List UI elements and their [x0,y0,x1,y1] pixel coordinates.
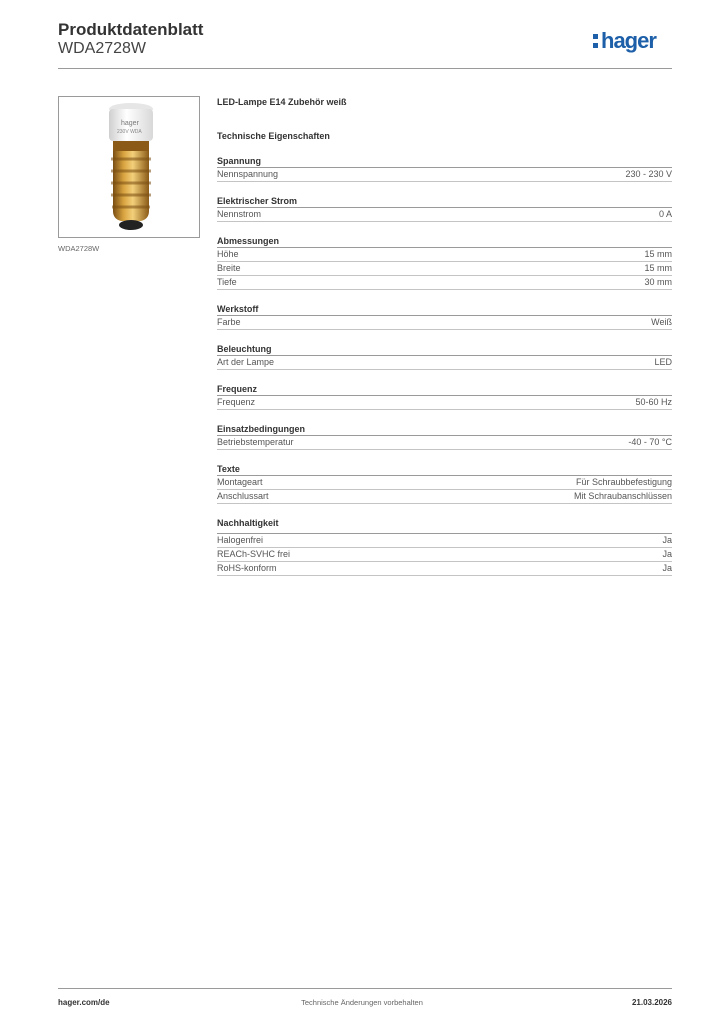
section-title: Technische Eigenschaften [217,131,330,141]
spec-value: 30 mm [644,277,672,287]
spec-row [217,476,672,490]
spec-label: Tiefe [217,277,237,287]
group-beleuchtung [217,344,672,370]
spec-label: Höhe [217,249,239,259]
spec-label: Nennstrom [217,209,262,219]
group-title: Abmessungen [217,236,672,248]
group-elektrischer-strom [217,196,672,222]
spec-row [217,168,672,182]
spec-label: Breite [217,263,241,273]
footer-notice: Technische Änderungen vorbehalten [301,998,423,1007]
spec-row [217,316,672,330]
spec-row [217,533,672,548]
product-image [58,96,200,238]
spec-value: 50-60 Hz [635,397,672,407]
group-title: Texte [217,464,672,476]
spec-value: Weiß [651,317,672,327]
spec-value: LED [654,357,672,367]
footer-date: 21.03.2026 [631,998,672,1007]
group-title: Werkstoff [217,304,672,316]
spec-row [217,276,672,290]
group-abmessungen [217,236,672,290]
spec-row [217,356,672,370]
spec-label: Halogenfrei [217,535,264,545]
lamp-illustration [59,97,199,237]
spec-value: 15 mm [644,249,672,259]
spec-row [217,490,672,504]
header-divider [58,68,672,69]
spec-label: Anschlussart [217,491,269,501]
spec-label: RoHS-konform [217,563,277,573]
spec-label: Betriebstemperatur [217,437,294,447]
spec-row [217,548,672,562]
group-title: Spannung [217,156,672,168]
footer-divider [58,988,672,989]
product-image-caption: WDA2728W [58,244,100,253]
spec-table [217,96,672,576]
spec-label: Frequenz [217,397,256,407]
page-title: Produktdatenblatt [58,20,204,39]
spec-row [217,208,672,222]
spec-row [217,262,672,276]
spec-value: Mit Schraubanschlüssen [573,491,672,501]
group-title: Nachhaltigkeit [217,518,279,528]
spec-row [217,248,672,262]
footer-website: hager.com/de [58,998,110,1007]
spec-value: Ja [662,549,672,559]
spec-value: 0 A [658,209,672,219]
svg-text:hager: hager [121,120,139,127]
spec-label: Farbe [217,317,241,327]
svg-text:230V WDA: 230V WDA [117,129,142,135]
group-title: Einsatzbedingungen [217,424,672,436]
spec-label: Montageart [217,477,263,487]
spec-label: Nennspannung [217,169,279,179]
spec-value: Für Schraubbefestigung [575,477,672,487]
spec-value: 230 - 230 V [625,169,672,179]
group-title: Frequenz [217,384,672,396]
group-title: Elektrischer Strom [217,196,672,208]
group-spannung [217,156,672,182]
group-werkstoff [217,304,672,330]
group-frequenz [217,384,672,410]
group-nachhaltigkeit [217,518,672,576]
hager-logo [591,26,675,60]
group-title: Beleuchtung [217,344,672,356]
spec-value: -40 - 70 °C [628,437,672,447]
spec-value: 15 mm [644,263,672,273]
spec-value: Ja [662,535,672,545]
spec-row [217,396,672,410]
spec-value: Ja [662,563,672,573]
group-texte [217,464,672,504]
article-number: WDA2728W [58,40,147,57]
spec-label: Art der Lampe [217,357,275,367]
spec-row [217,562,672,576]
group-einsatzbedingungen [217,424,672,450]
product-name: LED-Lampe E14 Zubehör weiß [217,97,347,107]
spec-row [217,436,672,450]
logo-text: hager [601,28,656,53]
spec-label: REACh-SVHC frei [217,549,291,559]
